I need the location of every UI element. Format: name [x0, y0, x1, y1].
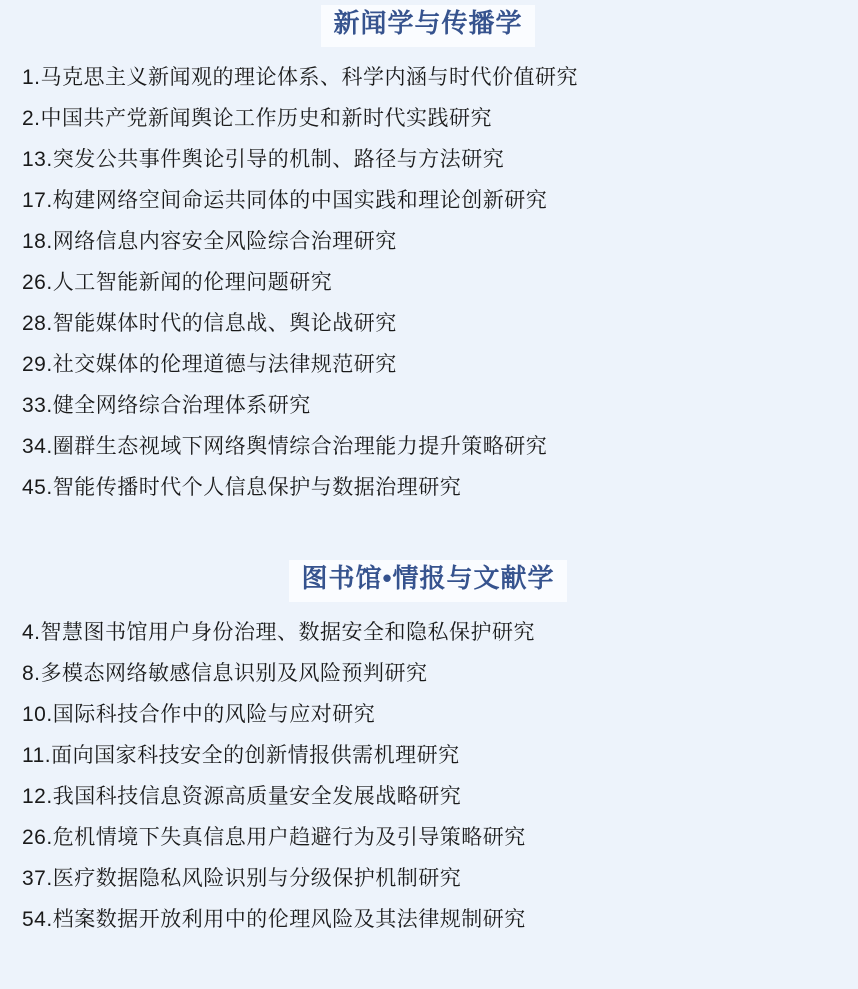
topic-item: 12.我国科技信息资源高质量安全发展战略研究: [22, 785, 462, 808]
topic-item: 1.马克思主义新闻观的理论体系、科学内涵与时代价值研究: [22, 66, 579, 89]
topic-item: 37.医疗数据隐私风险识别与分级保护机制研究: [22, 867, 462, 890]
section-header-library: [22, 560, 834, 602]
topic-item: 33.健全网络综合治理体系研究: [22, 394, 311, 417]
topic-item: 11.面向国家科技安全的创新情报供需机理研究: [22, 744, 460, 767]
section-header-journalism: [22, 5, 834, 47]
topic-item: 18.网络信息内容安全风险综合治理研究: [22, 230, 397, 253]
topic-item: 28.智能媒体时代的信息战、舆论战研究: [22, 312, 397, 335]
topic-item: 17.构建网络空间命运共同体的中国实践和理论创新研究: [22, 189, 548, 212]
topic-item: 13.突发公共事件舆论引导的机制、路径与方法研究: [22, 148, 505, 171]
topic-item: 26.危机情境下失真信息用户趋避行为及引导策略研究: [22, 826, 526, 849]
topic-list-journalism: [22, 57, 834, 508]
topic-item: 45.智能传播时代个人信息保护与数据治理研究: [22, 476, 462, 499]
topic-item: 4.智慧图书馆用户身份治理、数据安全和隐私保护研究: [22, 621, 536, 644]
section-title-library: 图书馆•情报与文献学: [289, 560, 566, 602]
topic-item: 54.档案数据开放利用中的伦理风险及其法律规制研究: [22, 908, 526, 931]
topic-item: 26.人工智能新闻的伦理问题研究: [22, 271, 333, 294]
topic-item: 34.圈群生态视域下网络舆情综合治理能力提升策略研究: [22, 435, 548, 458]
topic-item: 10.国际科技合作中的风险与应对研究: [22, 703, 376, 726]
topic-list-library: [22, 612, 834, 940]
topic-item: 2.中国共产党新闻舆论工作历史和新时代实践研究: [22, 107, 493, 130]
topic-item: 8.多模态网络敏感信息识别及风险预判研究: [22, 662, 428, 685]
topic-item: 29.社交媒体的伦理道德与法律规范研究: [22, 353, 397, 376]
section-title-journalism: 新闻学与传播学: [321, 5, 534, 47]
